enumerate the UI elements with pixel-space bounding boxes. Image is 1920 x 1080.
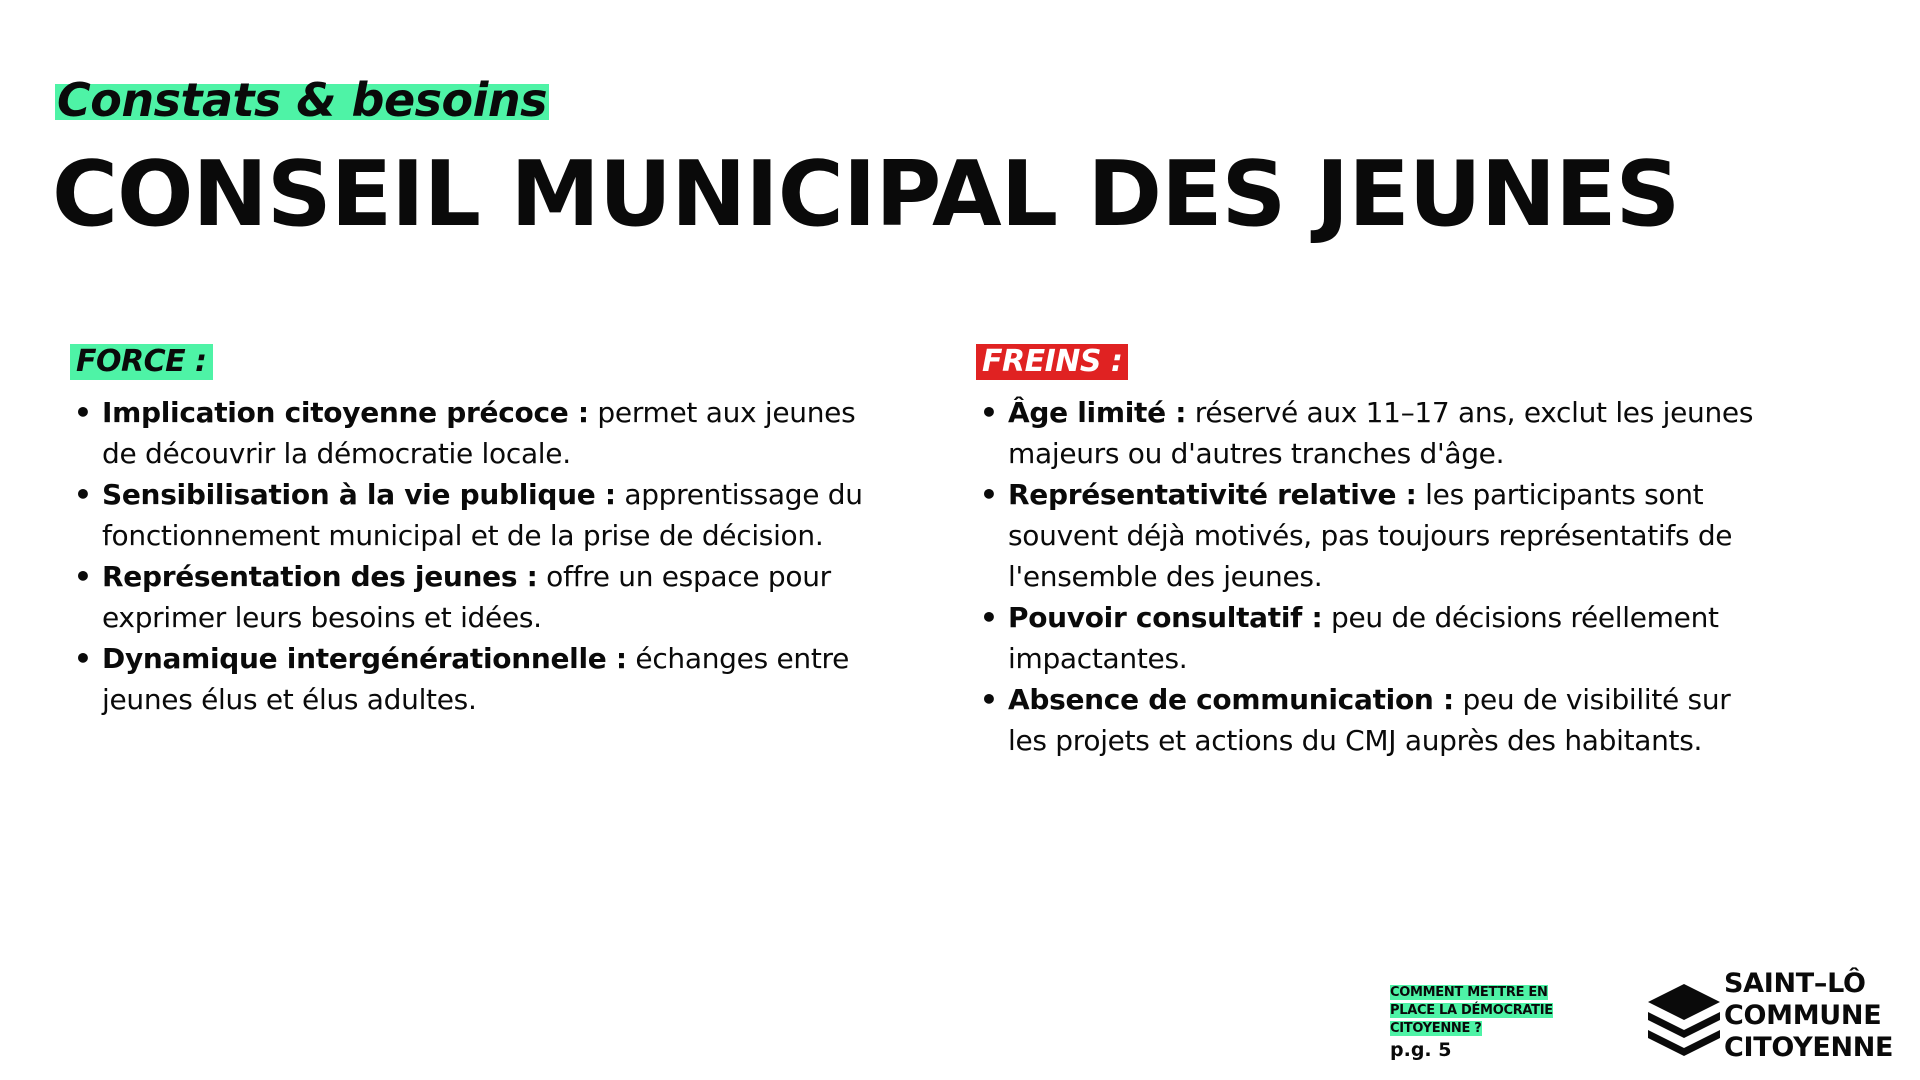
page-title: CONSEIL MUNICIPAL DES JEUNES (52, 142, 1680, 247)
document-label (1390, 983, 1590, 1061)
section-kicker: Constats & besoins (57, 73, 548, 127)
freins-label: FREINS : (976, 344, 1128, 380)
list-item (70, 392, 870, 474)
item-text: peu de visibilité sur les projets et actions du CMJ auprès des habitants. (1008, 683, 1731, 757)
document-title: COMMENT METTRE EN PLACE LA DÉMOCRATIE CITOYENNE ? (1390, 985, 1553, 1036)
bullet-icon: • (980, 683, 998, 716)
list-item (976, 474, 1776, 597)
bullet-icon: • (980, 396, 998, 429)
item-lead: Représentation des jeunes : (102, 560, 538, 593)
bullet-icon: • (980, 478, 998, 511)
item-text: permet aux jeunes de découvrir la démocratie locale. (102, 396, 856, 470)
bullet-icon: • (980, 601, 998, 634)
list-item (70, 556, 870, 638)
stacked-layers-icon (1646, 982, 1722, 1058)
bullet-icon: • (74, 478, 92, 511)
item-lead: Pouvoir consultatif : (1008, 601, 1323, 634)
force-column (70, 344, 870, 720)
item-text: réservé aux 11–17 ans, exclut les jeunes majeurs ou d'autres tranches d'âge. (1008, 396, 1754, 470)
page-number: p.g. 5 (1390, 1039, 1452, 1061)
logo-line: SAINT–LÔ (1724, 968, 1866, 999)
bullet-icon: • (74, 642, 92, 675)
list-item (976, 597, 1776, 679)
force-list (70, 392, 870, 720)
item-lead: Sensibilisation à la vie publique : (102, 478, 616, 511)
list-item (70, 638, 870, 720)
item-lead: Représentativité relative : (1008, 478, 1417, 511)
item-lead: Dynamique intergénérationnelle : (102, 642, 627, 675)
logo-line: CITOYENNE (1724, 1032, 1894, 1063)
logo-wordmark (1724, 968, 1893, 1064)
item-lead: Âge limité : (1008, 396, 1187, 429)
freins-column (976, 344, 1776, 761)
item-lead: Implication citoyenne précoce : (102, 396, 589, 429)
bullet-icon: • (74, 396, 92, 429)
list-item (976, 679, 1776, 761)
logo-line: COMMUNE (1724, 1000, 1882, 1031)
item-lead: Absence de communication : (1008, 683, 1454, 716)
saint-lo-logo (1646, 968, 1896, 1068)
item-text: échanges entre jeunes élus et élus adultes. (102, 642, 850, 716)
item-text: peu de décisions réellement impactantes. (1008, 601, 1719, 675)
list-item (976, 392, 1776, 474)
freins-list (976, 392, 1776, 761)
bullet-icon: • (74, 560, 92, 593)
list-item (70, 474, 870, 556)
item-text: offre un espace pour exprimer leurs besoins et idées. (102, 560, 831, 634)
force-label: FORCE : (70, 344, 213, 380)
item-text: apprentissage du fonctionnement municipal et de la prise de décision. (102, 478, 863, 552)
item-text: les participants sont souvent déjà motivés, pas toujours représentatifs de l'ensemble des jeunes. (1008, 478, 1733, 593)
